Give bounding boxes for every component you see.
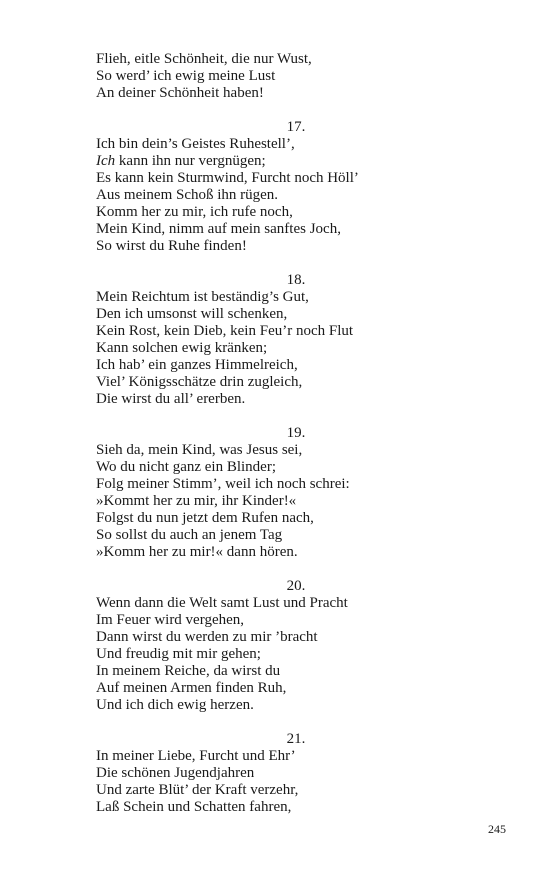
stanza-18 — [96, 272, 496, 408]
stanza-number: 19. — [286, 425, 306, 441]
verse-line: Kein Rost, kein Dieb, kein Feu’r noch Flut — [96, 323, 354, 339]
verse-line: Die wirst du all’ ererben. — [96, 391, 246, 407]
verse-line: Im Feuer wird vergehen, — [96, 612, 245, 628]
verse-line: Und zarte Blüt’ der Kraft verzehr, — [96, 782, 299, 798]
verse-line: Den ich umsonst will schenken, — [96, 306, 288, 322]
verse-line: An deiner Schönheit haben! — [96, 85, 264, 101]
verse-line: Komm her zu mir, ich rufe noch, — [96, 204, 293, 220]
verse-line: Laß Schein und Schatten fahren, — [96, 799, 292, 815]
verse-line: Ich hab’ ein ganzes Himmelreich, — [96, 357, 298, 373]
verse-line: Es kann kein Sturmwind, Furcht noch Höll’ — [96, 170, 359, 186]
verse-line: Flieh, eitle Schönheit, die nur Wust, — [96, 51, 312, 67]
verse-line: Wenn dann die Welt samt Lust und Pracht — [96, 595, 348, 611]
verse-line: Auf meinen Armen finden Ruh, — [96, 680, 287, 696]
verse-line: In meinem Reiche, da wirst du — [96, 663, 281, 679]
verse-line-with-italic — [96, 153, 496, 170]
verse-line: Folgst du nun jetzt dem Rufen nach, — [96, 510, 314, 526]
italic-word: Ich — [96, 153, 116, 169]
verse-line: In meiner Liebe, Furcht und Ehr’ — [96, 748, 296, 764]
verse-line: Wo du nicht ganz ein Blinder; — [96, 459, 276, 475]
verse-line: Aus meinem Schoß ihn rügen. — [96, 187, 279, 203]
verse-line: Mein Kind, nimm auf mein sanftes Joch, — [96, 221, 341, 237]
stanza-21 — [96, 731, 496, 816]
verse-line: So wirst du Ruhe finden! — [96, 238, 247, 254]
verse-line: Sieh da, mein Kind, was Jesus sei, — [96, 442, 303, 458]
verse-line: Und ich dich ewig herzen. — [96, 697, 254, 713]
verse-line: Folg meiner Stimm’, weil ich noch schrei: — [96, 476, 350, 492]
verse-line: »Kommt her zu mir, ihr Kinder!« — [96, 493, 297, 509]
verse-line: Ich bin dein’s Geistes Ruhestell’, — [96, 136, 295, 152]
stanza-number: 17. — [286, 119, 306, 135]
page-number: 245 — [488, 822, 506, 836]
poem-text — [96, 51, 496, 816]
verse-line: Die schönen Jugendjahren — [96, 765, 255, 781]
stanza-number: 21. — [286, 731, 306, 747]
verse-line: Und freudig mit mir gehen; — [96, 646, 261, 662]
stanza-17 — [96, 119, 496, 255]
stanza-number: 20. — [286, 578, 306, 594]
verse-line: So sollst du auch an jenem Tag — [96, 527, 283, 543]
verse-line: Dann wirst du werden zu mir ’bracht — [96, 629, 318, 645]
verse-line-rest: kann ihn nur vergnügen; — [115, 153, 266, 169]
verse-line: »Komm her zu mir!« dann hören. — [96, 544, 298, 560]
verse-line: So werd’ ich ewig meine Lust — [96, 68, 276, 84]
stanza-20 — [96, 578, 496, 714]
stanza-16-continuation — [96, 51, 496, 102]
verse-line: Viel’ Königsschätze drin zugleich, — [96, 374, 303, 390]
stanza-19 — [96, 425, 496, 561]
verse-line: Kann solchen ewig kränken; — [96, 340, 268, 356]
stanza-number: 18. — [286, 272, 306, 288]
verse-line: Mein Reichtum ist beständig’s Gut, — [96, 289, 309, 305]
